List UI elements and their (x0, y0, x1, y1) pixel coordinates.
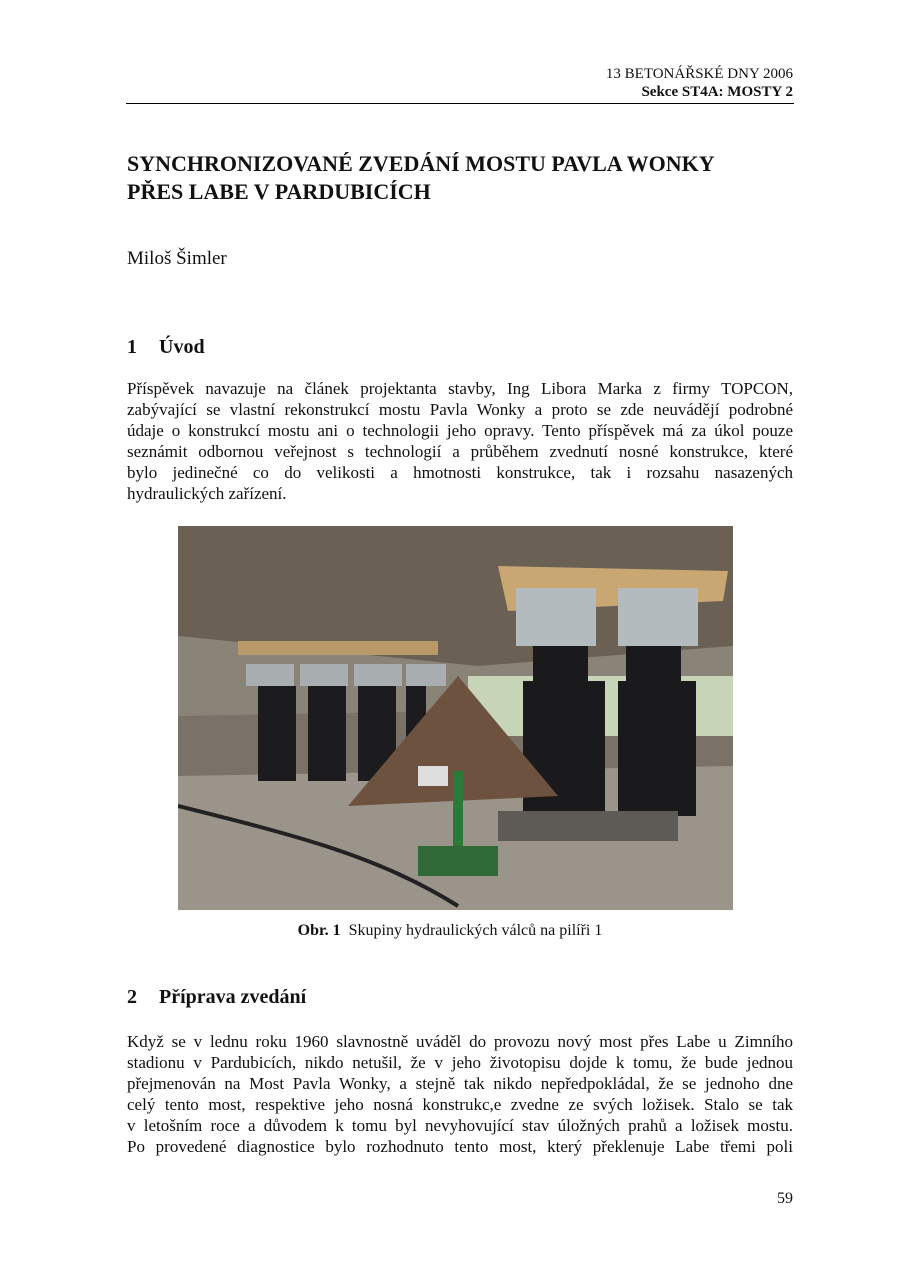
text-line: přejmenován na Most Pavla Wonky, a stejně tak nikdo nepředpokládal, že se jednoho dne (127, 1074, 793, 1093)
text-line: Příspěvek navazuje na článek projektanta stavby, Ing Libora Marka z firmy TOPCON, (127, 379, 793, 398)
section-heading (127, 336, 205, 359)
page-number: 59 (777, 1190, 793, 1207)
header-conference: 13 BETONÁŘSKÉ DNY 2006 (605, 66, 793, 82)
text-line: údaje o konstrukcí mostu ani o technologii jeho opravy. Tento příspěvek má za úkol pouze (127, 421, 793, 440)
header-section: Sekce ST4A: MOSTY 2 (641, 84, 793, 100)
section-heading (127, 986, 306, 1009)
header-rule (126, 103, 794, 104)
text-line: zabývající se vlastní rekonstrukcí mostu Pavla Wonky a proto se zde neuvádějí podrobné (127, 400, 793, 419)
paragraph-preparation (127, 1031, 793, 1157)
figure-caption (0, 922, 900, 940)
text-line: hydraulických zařízení. (127, 484, 287, 503)
text-line: bylo jedinečné co do velikosti a hmotnosti konstrukce, tak i rozsahu nasazených (127, 463, 793, 482)
figure-caption-text: Skupiny hydraulických válců na pilíři 1 (348, 922, 603, 939)
text-line: v letošním roce a důvodem k tomu byl nevyhovující stav úložných prahů a ložisek mostu. (127, 1116, 793, 1135)
text-line: Po provedené diagnostice bylo rozhodnuto tento most, který překlenuje Labe třemi poli (127, 1137, 793, 1156)
text-line: Když se v lednu roku 1960 slavnostně uváděl do provozu nový most přes Labe u Zimního (127, 1032, 793, 1051)
text-line: stadionu v Pardubicích, nikdo netušil, že v jeho životopisu dojde k tomu, že bude jednou (127, 1053, 793, 1072)
title-line: PŘES LABE V PARDUBICÍCH (127, 179, 431, 204)
section-number: 1 (127, 336, 137, 358)
paragraph-intro (127, 378, 793, 504)
text-line: seznámit odbornou veřejnost s technologií a průběhem zvednutí nosné konstrukce, které (127, 442, 793, 461)
author: Miloš Šimler (127, 248, 227, 269)
section-title: Příprava zvedání (159, 986, 307, 1008)
section-number: 2 (127, 986, 137, 1008)
section-title: Úvod (159, 336, 205, 358)
title-line: SYNCHRONIZOVANÉ ZVEDÁNÍ MOSTU PAVLA WONKY (127, 151, 715, 176)
figure-label: Obr. 1 (297, 922, 341, 939)
paper-title (127, 150, 715, 206)
text-line: celý tento most, respektive jeho nosná konstrukc,e zvedne ze svých ložisek. Stalo se tak (127, 1095, 793, 1114)
figure-photo-hydraulic-cylinders (178, 526, 733, 910)
